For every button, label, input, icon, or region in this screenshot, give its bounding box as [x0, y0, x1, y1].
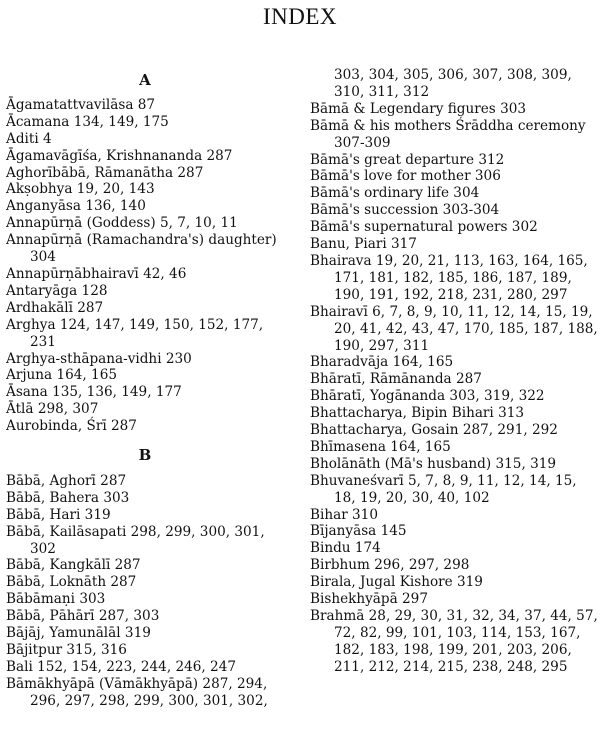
index-entry: Bhairavī 6, 7, 8, 9, 10, 11, 12, 14, 15, 19, 20, 41, 42, 43, 47, 170, 185, 187, 188, 190, 297, 311 — [310, 303, 598, 354]
index-entry: Ardhakālī 287 — [6, 299, 104, 316]
index-entry: Bāmā & Legendary figures 303 — [310, 100, 527, 117]
index-entry: Bābā, Pāhārī 287, 303 — [6, 608, 160, 625]
index-entry: Banu, Piari 317 — [310, 236, 417, 253]
index-entry: Bāmā's succession 303-304 — [310, 202, 500, 219]
index-entry: Ātlā 298, 307 — [6, 401, 99, 418]
index-entry: Bhīmasena 164, 165 — [310, 438, 451, 455]
index-entry: Bājitpur 315, 316 — [6, 642, 127, 658]
index-entry: Bhāratī, Rāmānanda 287 — [310, 371, 482, 388]
index-entry: Bājāj, Yamunālāl 319 — [6, 625, 151, 642]
index-entry: Āgamatattvavilāsa 87 — [6, 96, 156, 113]
right-entries — [310, 101, 598, 676]
index-entry: Bāmā's ordinary life 304 — [310, 185, 480, 202]
index-entry: Āgamavāgīśa, Krishnananda 287 — [6, 147, 233, 164]
index-entry: Bāmā & his mothers Śrāddha ceremony 307-309 — [310, 117, 586, 151]
index-entry: Bhāratī, Yogānanda 303, 319, 322 — [310, 388, 545, 405]
section-letter-b: B — [138, 446, 152, 465]
page-title: INDEX — [262, 4, 338, 29]
index-entry: Bābāmaṇi 303 — [6, 591, 106, 608]
index-entry: Bholānāth (Mā's husband) 315, 319 — [310, 455, 557, 472]
right-column — [310, 67, 598, 676]
index-entry: Bābā, Hari 319 — [6, 506, 111, 523]
index-entry: Bābā, Bahera 303 — [6, 489, 130, 506]
index-entry: Bihar 310 — [310, 506, 378, 523]
index-entry: Arjuna 164, 165 — [6, 367, 118, 384]
index-entry: Birala, Jugal Kishore 319 — [310, 574, 483, 591]
index-entry: Brahmā 28, 29, 30, 31, 32, 34, 37, 44, 57, 72, 82, 99, 101, 103, 114, 153, 167, 182, 183, 198, 199, 201, 203, 206, 211, 212, 214, 215, 238, 248, 295 — [310, 608, 598, 675]
index-entry: Akṣobhya 19, 20, 143 — [6, 181, 155, 198]
index-entry: Arghya 124, 147, 149, 150, 152, 177, 231 — [6, 316, 264, 350]
index-entry: Aurobinda, Śrī 287 — [6, 418, 137, 435]
index-entry: Arghya-sthāpana-vidhi 230 — [6, 350, 192, 367]
index-entry: Bhattacharya, Bipin Bihari 313 — [310, 405, 525, 422]
index-entry-continuation: 303, 304, 305, 306, 307, 308, 309, 310, 311, 312 — [334, 67, 572, 100]
index-entry: Bābā, Aghorī 287 — [6, 472, 127, 489]
index-entry: Ācamana 134, 149, 175 — [6, 113, 169, 130]
index-entry: Aditi 4 — [6, 130, 52, 147]
index-entry: Bābā, Kangkālī 287 — [6, 557, 141, 574]
index-entry: Annapūrṇā (Ramachandra's) daughter) 304 — [6, 232, 277, 266]
index-entry: Bishekhyāpā 297 — [310, 591, 428, 608]
index-entry: Bāmā's supernatural powers 302 — [310, 219, 538, 236]
index-entry: Bharadvāja 164, 165 — [310, 354, 454, 371]
left-column — [6, 66, 284, 710]
index-entry: Annapūrṇā (Goddess) 5, 7, 10, 11 — [6, 215, 238, 232]
index-entry: Āsana 135, 136, 149, 177 — [6, 384, 182, 401]
index-entry: Bali 152, 154, 223, 244, 246, 247 — [6, 658, 236, 675]
index-entry: Annapūrṇābhairavī 42, 46 — [6, 265, 187, 282]
index-entry: Bāmā's great departure 312 — [310, 151, 505, 168]
index-entry: Bāmākhyāpā (Vāmākhyāpā) 287, 294, 296, 297, 298, 299, 300, 301, 302, — [6, 675, 268, 709]
index-entry: Birbhum 296, 297, 298 — [310, 557, 470, 574]
index-entry: Bījanyāsa 145 — [310, 523, 407, 540]
section-a-entries — [6, 97, 284, 435]
index-entry: Antaryāga 128 — [6, 282, 108, 299]
index-entry: Bhairava 19, 20, 21, 113, 163, 164, 165, 171, 181, 182, 185, 186, 187, 189, 190, 191, 192, 218, 231, 280, 297 — [310, 252, 588, 303]
index-entry: Bābā, Loknāth 287 — [6, 574, 137, 591]
index-entry: Bindu 174 — [310, 540, 381, 557]
index-entry: Bābā, Kailāsapati 298, 299, 300, 301, 302 — [6, 523, 265, 557]
section-b-entries — [6, 473, 284, 710]
section-letter-a: A — [139, 71, 151, 89]
index-entry: Aghorībābā, Rāmanātha 287 — [6, 164, 204, 181]
index-entry: Bhuvaneśvarī 5, 7, 8, 9, 11, 12, 14, 15, 18, 19, 20, 30, 40, 102 — [310, 472, 577, 506]
index-entry: Bhattacharya, Gosain 287, 291, 292 — [310, 422, 558, 439]
index-entry: Bāmā's love for mother 306 — [310, 168, 501, 185]
index-entry: Anganyāsa 136, 140 — [6, 198, 146, 215]
